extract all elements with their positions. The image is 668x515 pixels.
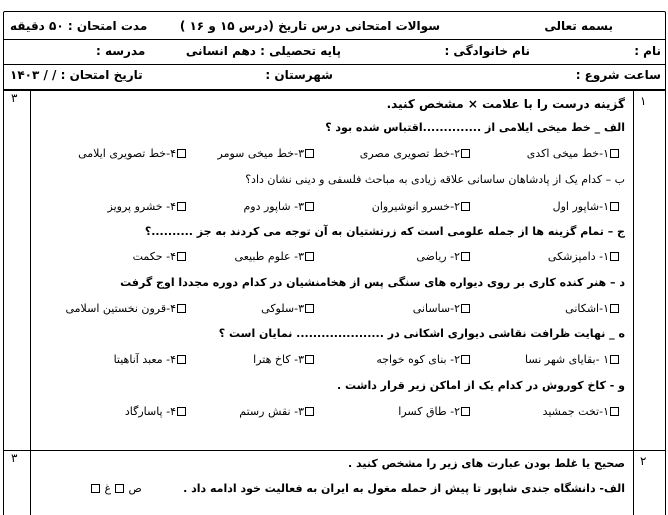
checkbox[interactable]: [177, 407, 186, 416]
question-stem: د – هنر کنده کاری بر روی دیواره های سنگی پس از هخامنشیان در کدام دوره مجددا اوج گرفت: [120, 276, 625, 289]
question-number: ۲: [640, 454, 647, 468]
checkbox[interactable]: [610, 149, 619, 158]
score-column-divider: [30, 90, 31, 515]
option-3[interactable]: ۳- کاخ هترا: [253, 353, 315, 366]
option-1[interactable]: ۱- دامپزشکی: [548, 250, 620, 263]
exam-duration: مدت امتحان : ۵۰ دقیقه: [10, 19, 148, 33]
checkbox[interactable]: [177, 304, 186, 313]
option-3[interactable]: ۳-سلوکی: [261, 302, 315, 315]
true-option[interactable]: ص: [114, 482, 142, 495]
question-score: ۳: [11, 451, 18, 465]
checkbox[interactable]: [610, 252, 619, 261]
checkbox[interactable]: [177, 202, 186, 211]
option-1[interactable]: ۱-شاپور اول: [553, 200, 620, 213]
option-2[interactable]: ۲- بنای کوه خواجه: [376, 353, 471, 366]
start-time: ساعت شروع :: [575, 68, 661, 82]
checkbox[interactable]: [177, 355, 186, 364]
option-3[interactable]: ۳- علوم طبیعی: [235, 250, 315, 263]
checkbox[interactable]: [610, 355, 619, 364]
option-3[interactable]: ۳- شاپور دوم: [243, 200, 315, 213]
option-2[interactable]: ۲-خسرو انوشیروان: [372, 200, 471, 213]
question-stem: و - کاخ کوروش در کدام یک از اماکن زیر قرار داشت .: [336, 379, 625, 392]
header-row-1: [4, 16, 665, 39]
option-3[interactable]: ۳-خط میخی سومر: [218, 147, 315, 160]
header-row-3: [4, 65, 665, 88]
checkbox[interactable]: [461, 355, 470, 364]
header-row-2: [4, 41, 665, 64]
checkbox[interactable]: [461, 407, 470, 416]
question-table: [3, 89, 666, 515]
student-name: نام :: [634, 44, 661, 58]
checkbox[interactable]: [305, 252, 314, 261]
checkbox[interactable]: [115, 484, 124, 493]
false-option[interactable]: غ: [90, 482, 111, 495]
exam-date: تاریخ امتحان : / / ۱۴۰۳: [10, 68, 143, 82]
checkbox[interactable]: [610, 407, 619, 416]
student-family-name: نام خانوادگی :: [444, 44, 530, 58]
question-stem: ب – کدام یک از پادشاهان ساسانی علاقه زیادی به مباحث فلسفی و دینی نشان داد؟: [245, 173, 625, 186]
option-4[interactable]: ۴- حکمت: [133, 250, 187, 263]
exam-header: [3, 11, 666, 91]
question-instruction: صحیح یا غلط بودن عبارت های زیر را مشخص کنید .: [348, 457, 625, 470]
checkbox[interactable]: [177, 252, 186, 261]
checkbox[interactable]: [177, 149, 186, 158]
checkbox[interactable]: [305, 355, 314, 364]
question-stem: الف _ خط میخی ایلامی از ..............اقتباس شده بود ؟: [325, 121, 625, 134]
grade-field: پایه تحصیلی : دهم انسانی: [185, 44, 341, 58]
checkbox[interactable]: [461, 304, 470, 313]
question-stem: ج – تمام گزینه ها از جمله علومی است که زرتشتیان به آن توجه می کردند به جز ..........؟: [144, 225, 625, 238]
exam-title: سوالات امتحانی درس تاریخ (درس ۱۵ و ۱۶ ): [179, 19, 440, 33]
checkbox[interactable]: [461, 149, 470, 158]
checkbox[interactable]: [610, 202, 619, 211]
option-3[interactable]: ۳- نقش رستم: [239, 405, 315, 418]
checkbox[interactable]: [91, 484, 100, 493]
option-4[interactable]: ۴- خشرو پرویز: [108, 200, 187, 213]
question-number: ۱: [640, 94, 647, 108]
option-2[interactable]: ۲-ساسانی: [413, 302, 471, 315]
checkbox[interactable]: [305, 202, 314, 211]
option-4[interactable]: ۴-خط تصویری ایلامی: [78, 147, 187, 160]
header-divider: [4, 39, 665, 40]
option-2[interactable]: ۲- ریاضی: [416, 250, 471, 263]
option-1[interactable]: ۱-خط میخی اکدی: [527, 147, 620, 160]
basmala: بسمه تعالی: [544, 19, 613, 33]
checkbox[interactable]: [305, 149, 314, 158]
option-2[interactable]: ۲-خط تصویری مصری: [360, 147, 471, 160]
question-score: ۳: [11, 91, 18, 105]
option-4[interactable]: ۴- معبد آناهیتا: [114, 353, 187, 366]
question-instruction: گزینه درست را با علامت × مشخص کنید.: [386, 97, 625, 111]
option-1[interactable]: ۱-اشکانی: [565, 302, 620, 315]
question-stem: ه _ نهایت ظرافت نقاشی دیواری اشکانی در ..................... نمایان است ؟: [218, 327, 625, 340]
checkbox[interactable]: [461, 202, 470, 211]
option-4[interactable]: ۴- پاسارگاد: [125, 405, 187, 418]
number-column-divider: [633, 90, 634, 515]
option-4[interactable]: ۴-قرون نخستین اسلامی: [66, 302, 188, 315]
school-field: مدرسه :: [96, 44, 146, 58]
checkbox[interactable]: [610, 304, 619, 313]
row-divider: [4, 450, 665, 451]
checkbox[interactable]: [461, 252, 470, 261]
city-field: شهرستان :: [265, 68, 333, 82]
option-1[interactable]: ۱ -بقایای شهر نسا: [525, 353, 620, 366]
question-stem: الف- دانشگاه جندی شاپور تا پیش از حمله مغول به ایران به فعالیت خود ادامه داد .: [183, 482, 625, 495]
checkbox[interactable]: [305, 407, 314, 416]
checkbox[interactable]: [305, 304, 314, 313]
option-2[interactable]: ۲- طاق کسرا: [398, 405, 471, 418]
option-1[interactable]: ۱-تخت جمشید: [543, 405, 620, 418]
